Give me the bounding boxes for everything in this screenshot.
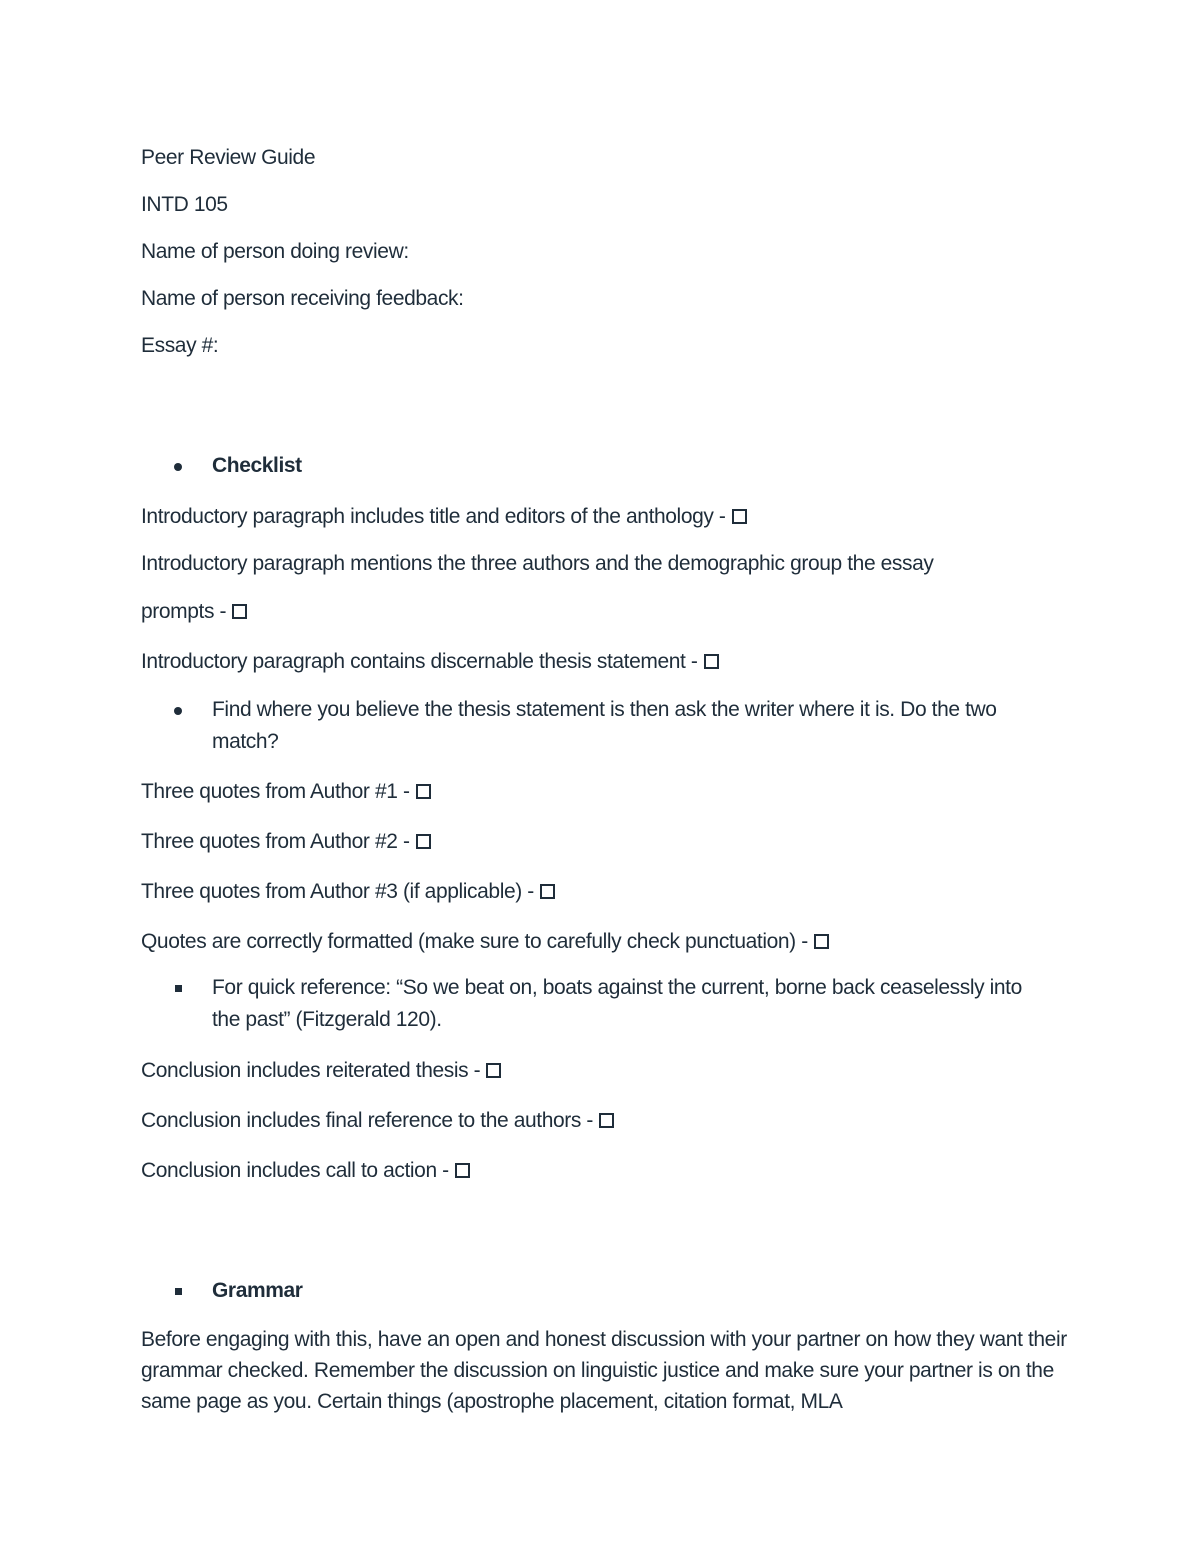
bullet-icon xyxy=(174,463,182,471)
checklist-item-text: Three quotes from Author #2 - xyxy=(141,830,410,853)
checklist-item xyxy=(141,780,431,804)
checklist-item-text: Quotes are correctly formatted (make sure to carefully check punctuation) - xyxy=(141,930,808,953)
checklist-item xyxy=(141,1109,614,1133)
checklist-item-text: prompts - xyxy=(141,600,227,623)
checklist-item xyxy=(141,830,431,854)
checklist-item xyxy=(141,930,829,954)
reviewer-name-label: Name of person doing review: xyxy=(141,240,409,263)
checkbox-icon[interactable] xyxy=(704,654,719,669)
checkbox-icon[interactable] xyxy=(455,1163,470,1178)
checkbox-icon[interactable] xyxy=(486,1063,501,1078)
checkbox-icon[interactable] xyxy=(416,784,431,799)
checklist-heading-row xyxy=(174,450,1052,482)
essay-number-label: Essay #: xyxy=(141,334,219,357)
checklist-item xyxy=(141,1159,470,1183)
course-code: INTD 105 xyxy=(141,193,228,216)
checklist-item-text: Conclusion includes call to action - xyxy=(141,1159,449,1182)
checklist-item-continued xyxy=(141,600,247,624)
document-title: Peer Review Guide xyxy=(141,146,316,169)
bullet-icon xyxy=(174,707,182,715)
receiver-name-label: Name of person receiving feedback: xyxy=(141,287,464,310)
quote-note-row xyxy=(174,972,1052,1036)
checkbox-icon[interactable] xyxy=(540,884,555,899)
quote-note: For quick reference: “So we beat on, boats against the current, borne back ceaselessly into the past” (Fitzgerald 120). xyxy=(212,976,1022,1031)
square-bullet-icon xyxy=(175,985,182,992)
checkbox-icon[interactable] xyxy=(416,834,431,849)
checklist-item xyxy=(141,505,747,529)
thesis-note: Find where you believe the thesis statement is then ask the writer where it is. Do the two match? xyxy=(212,698,997,753)
checklist-item xyxy=(141,880,555,904)
checkbox-icon[interactable] xyxy=(732,509,747,524)
square-bullet-icon xyxy=(175,1288,182,1295)
checklist-item-text: Conclusion includes reiterated thesis - xyxy=(141,1059,481,1082)
grammar-heading-row xyxy=(174,1275,1052,1307)
thesis-note-row xyxy=(174,694,1052,758)
checkbox-icon[interactable] xyxy=(814,934,829,949)
checklist-item-text: Three quotes from Author #3 (if applicable) - xyxy=(141,880,534,903)
checklist-item xyxy=(141,1059,501,1083)
checklist-item-text: Introductory paragraph includes title and editors of the anthology - xyxy=(141,505,726,528)
checklist-item-text: Conclusion includes final reference to the authors - xyxy=(141,1109,593,1132)
checklist-item-text: Three quotes from Author #1 - xyxy=(141,780,410,803)
checklist-item-text: Introductory paragraph mentions the three authors and the demographic group the essay xyxy=(141,552,934,575)
grammar-paragraph: Before engaging with this, have an open and honest discussion with your partner on how they want their grammar checked. Remember the discussion on linguistic justice and make sure your partner is on the same page as you. Certain things (apostrophe placement, citation format, MLA xyxy=(141,1328,1067,1413)
checklist-item-text: Introductory paragraph contains discernable thesis statement - xyxy=(141,650,698,673)
checklist-heading: Checklist xyxy=(212,454,302,477)
checklist-item xyxy=(141,650,719,674)
checkbox-icon[interactable] xyxy=(599,1113,614,1128)
checkbox-icon[interactable] xyxy=(232,604,247,619)
checklist-item xyxy=(141,552,934,576)
grammar-heading: Grammar xyxy=(212,1279,303,1302)
